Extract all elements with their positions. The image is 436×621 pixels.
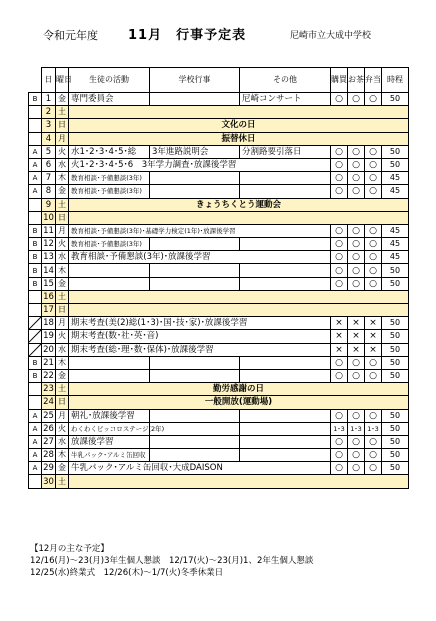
day-cell: 1 [42, 93, 56, 106]
weekday-cell: 木 [56, 356, 69, 369]
holiday-cell: きょうちくとう運動会 [69, 198, 409, 211]
weekday-cell: 水 [56, 158, 69, 171]
bento-cell: ○ [365, 145, 382, 158]
school-event-cell [150, 435, 240, 448]
day-cell: 14 [43, 265, 54, 276]
school-event-cell [150, 238, 240, 251]
slash-mark [29, 344, 41, 356]
kobai-cell: ○ [331, 356, 348, 369]
other-cell: 分割路要引落日 [240, 145, 331, 158]
kobai-cell: ○ [331, 462, 348, 475]
ab-week-cell [29, 106, 42, 119]
ab-week-cell [29, 330, 42, 343]
bento-cell: ○ [365, 93, 382, 106]
col-day: 日 [42, 68, 56, 93]
kobai-cell: ○ [331, 158, 348, 171]
bento-cell: ○ [365, 369, 382, 382]
day-cell: 4 [42, 132, 56, 145]
schedule-table [28, 67, 409, 489]
ab-week-cell: A [29, 462, 42, 475]
weekday-cell: 火 [56, 422, 69, 435]
day-cell: 25 [43, 410, 54, 421]
bento-cell: ○ [365, 409, 382, 422]
table-row [29, 132, 409, 145]
jitei-cell: 45 [382, 185, 409, 198]
bento-cell: ○ [365, 264, 382, 277]
table-row [29, 304, 409, 317]
day-cell: 21 [43, 357, 54, 368]
era-label: 令和元年度 [43, 29, 98, 42]
ocha-cell: ○ [348, 172, 365, 185]
weekday-cell: 土 [56, 106, 69, 119]
holiday-cell: 振替休日 [69, 132, 409, 145]
student-activity-cell: わくわくピッコロステージ(2年) [69, 422, 150, 435]
table-body [29, 93, 409, 489]
school-event-cell [150, 369, 240, 382]
ab-week-cell: B [29, 356, 42, 369]
ab-week-cell [29, 396, 42, 409]
ocha-cell: ○ [348, 409, 365, 422]
student-activity-cell: 教育相談･予備懇談(3年) [69, 238, 150, 251]
school-event-cell [150, 449, 240, 462]
school-name: 尼崎市立大成中学校 [290, 31, 372, 41]
table-row [29, 172, 409, 185]
day-cell: 24 [43, 397, 54, 408]
ab-week-cell [29, 317, 42, 330]
footer-notes [30, 543, 313, 579]
school-event-cell [150, 172, 240, 185]
holiday-cell [69, 304, 409, 317]
bento-cell: × [365, 330, 382, 343]
table-row [29, 251, 409, 264]
footer-heading: 【12月の主な予定】 [30, 544, 109, 554]
jitei-cell: 50 [382, 449, 409, 462]
bento-cell: × [365, 317, 382, 330]
other-cell [240, 369, 331, 382]
other-cell [240, 172, 331, 185]
day-cell: 9 [42, 198, 56, 211]
day-cell: 30 [43, 476, 54, 487]
ab-week-cell: A [29, 435, 42, 448]
day-cell: 16 [43, 291, 54, 302]
ab-week-cell: A [29, 409, 42, 422]
kobai-cell: × [331, 343, 348, 356]
weekday-cell: 金 [56, 93, 69, 106]
ocha-cell: × [348, 343, 365, 356]
other-cell [240, 277, 331, 290]
page-title: 11月 行事予定表 [128, 28, 247, 43]
day-cell: 20 [43, 344, 54, 355]
student-activity-cell: 期末考査(総･理･数･保体)･放課後学習 [69, 343, 331, 356]
weekday-cell: 木 [56, 172, 69, 185]
weekday-cell: 月 [56, 409, 69, 422]
weekday-cell: 木 [56, 449, 69, 462]
day-cell: 10 [43, 212, 54, 223]
ab-week-cell: B [29, 251, 42, 264]
ocha-cell: × [348, 330, 365, 343]
other-cell [240, 185, 331, 198]
ocha-cell: ○ [348, 158, 365, 171]
kobai-cell: ○ [331, 224, 348, 237]
table-row [29, 369, 409, 382]
school-event-cell [150, 409, 240, 422]
weekday-cell: 土 [56, 290, 69, 303]
table-row [29, 343, 409, 356]
weekday-cell: 火 [56, 238, 69, 251]
jitei-cell: 50 [382, 462, 409, 475]
table-row [29, 449, 409, 462]
table-row [29, 93, 409, 106]
bento-cell: ○ [365, 449, 382, 462]
student-activity-cell: 火1･2･3･4･5･6 3年学力調査･放課後学習 [69, 158, 331, 171]
ocha-cell: ○ [348, 449, 365, 462]
weekday-cell: 木 [56, 264, 69, 277]
bento-cell: ○ [365, 158, 382, 171]
ocha-cell: × [348, 317, 365, 330]
jitei-cell: 45 [382, 238, 409, 251]
table-row [29, 396, 409, 409]
col-kobai: 購買 [331, 68, 348, 93]
ab-week-cell: A [29, 422, 42, 435]
ab-week-cell: B [29, 238, 42, 251]
day-cell: 15 [43, 278, 54, 289]
student-activity-cell: 牛乳パック･アルミ缶回収･大成DAISON [69, 462, 331, 475]
weekday-cell: 水 [56, 343, 69, 356]
ocha-cell: ○ [348, 185, 365, 198]
kobai-cell: 1･3 [331, 422, 348, 435]
holiday-cell [69, 290, 409, 303]
ab-week-cell [29, 198, 42, 211]
ocha-cell: ○ [348, 435, 365, 448]
other-cell [240, 238, 331, 251]
other-cell [240, 422, 331, 435]
jitei-cell: 50 [382, 369, 409, 382]
other-cell [240, 409, 331, 422]
ocha-cell: ○ [348, 369, 365, 382]
day-cell: 6 [42, 158, 56, 171]
table-row [29, 422, 409, 435]
table-row [29, 462, 409, 475]
student-activity-cell: 期末考査(美(2)総(1･3)･国･技･家)･放課後学習 [69, 317, 331, 330]
jitei-cell: 50 [382, 435, 409, 448]
weekday-cell: 金 [56, 462, 69, 475]
ab-week-cell: A [29, 185, 42, 198]
ab-week-cell: A [29, 449, 42, 462]
jitei-cell: 45 [382, 172, 409, 185]
weekday-cell: 金 [56, 185, 69, 198]
ab-week-cell: B [29, 264, 42, 277]
day-cell: 28 [43, 450, 54, 461]
footer-line: 12/25(水)終業式 12/26(木)～1/7(火)冬季休業日 [30, 568, 224, 578]
holiday-cell [69, 211, 409, 224]
school-event-cell [150, 277, 240, 290]
kobai-cell: ○ [331, 172, 348, 185]
col-jitei: 時程 [382, 68, 409, 93]
holiday-cell: 一般開放(運動場) [69, 396, 409, 409]
kobai-cell: ○ [331, 264, 348, 277]
student-activity-cell [69, 277, 150, 290]
ab-week-cell: B [29, 369, 42, 382]
weekday-cell: 火 [56, 330, 69, 343]
student-activity-cell [69, 356, 150, 369]
jitei-cell: 50 [382, 277, 409, 290]
day-cell: 8 [42, 185, 56, 198]
table-row [29, 158, 409, 171]
table-row [29, 475, 409, 488]
school-event-cell [150, 93, 240, 106]
table-row [29, 435, 409, 448]
table-row [29, 317, 409, 330]
jitei-cell: 50 [382, 145, 409, 158]
table-row [29, 145, 409, 158]
ab-week-cell: B [29, 93, 42, 106]
table-row [29, 409, 409, 422]
col-other: その他 [240, 68, 331, 93]
kobai-cell: ○ [331, 238, 348, 251]
day-cell: 5 [42, 145, 56, 158]
holiday-cell: 文化の日 [69, 119, 409, 132]
day-cell: 13 [43, 252, 54, 263]
col-bento: 弁当 [365, 68, 382, 93]
student-activity-cell: 専門委員会 [69, 93, 150, 106]
weekday-cell: 土 [56, 475, 69, 488]
student-activity-cell: 教育相談･予備懇談(3年) [69, 185, 150, 198]
jitei-cell: 50 [382, 93, 409, 106]
school-event-cell [150, 264, 240, 277]
ocha-cell: ○ [348, 145, 365, 158]
jitei-cell: 50 [382, 158, 409, 171]
day-cell: 11 [43, 225, 54, 236]
bento-cell: ○ [365, 172, 382, 185]
ab-week-cell [29, 304, 42, 317]
kobai-cell: ○ [331, 369, 348, 382]
day-cell: 19 [43, 331, 54, 342]
day-cell: 3 [42, 119, 56, 132]
slash-mark [29, 330, 41, 342]
ab-week-cell [29, 119, 42, 132]
jitei-cell: 50 [382, 356, 409, 369]
table-row [29, 356, 409, 369]
student-activity-cell: 牛乳パック･アルミ缶回収 [69, 449, 150, 462]
table-row [29, 198, 409, 211]
table-row [29, 106, 409, 119]
student-activity-cell: 朝礼･放課後学習 [69, 409, 150, 422]
kobai-cell: ○ [331, 277, 348, 290]
ab-week-cell: A [29, 158, 42, 171]
ocha-cell: ○ [348, 238, 365, 251]
table-row [29, 264, 409, 277]
ocha-cell: ○ [348, 93, 365, 106]
bento-cell: ○ [365, 277, 382, 290]
table-row [29, 119, 409, 132]
ocha-cell: ○ [348, 251, 365, 264]
ab-week-cell [29, 132, 42, 145]
bento-cell: ○ [365, 462, 382, 475]
other-cell: 尼崎コンサート [240, 93, 331, 106]
weekday-cell: 日 [56, 396, 69, 409]
kobai-cell: × [331, 330, 348, 343]
kobai-cell: × [331, 317, 348, 330]
ab-week-cell [29, 383, 42, 396]
school-event-cell: 3年進路説明会 [150, 145, 240, 158]
table-row [29, 238, 409, 251]
jitei-cell: 45 [382, 224, 409, 237]
jitei-cell: 50 [382, 409, 409, 422]
table-row [29, 330, 409, 343]
bento-cell: ○ [365, 185, 382, 198]
weekday-cell: 水 [56, 251, 69, 264]
day-cell: 17 [43, 305, 54, 316]
ab-week-cell [29, 343, 42, 356]
bento-cell: ○ [365, 224, 382, 237]
weekday-cell: 金 [56, 277, 69, 290]
jitei-cell: 50 [382, 422, 409, 435]
student-activity-cell [69, 264, 150, 277]
holiday-cell: 勤労感謝の日 [69, 383, 409, 396]
weekday-cell: 日 [56, 119, 69, 132]
kobai-cell: ○ [331, 435, 348, 448]
table-row [29, 383, 409, 396]
table-row [29, 211, 409, 224]
bento-cell: 1･3 [365, 422, 382, 435]
ocha-cell: ○ [348, 224, 365, 237]
day-cell: 7 [42, 172, 56, 185]
col-ocha: お茶 [348, 68, 365, 93]
page-header [30, 24, 410, 42]
kobai-cell: ○ [331, 145, 348, 158]
jitei-cell: 50 [382, 330, 409, 343]
kobai-cell: ○ [331, 185, 348, 198]
col-dow: 曜日 [56, 68, 69, 93]
ocha-cell: ○ [348, 356, 365, 369]
bento-cell: × [365, 343, 382, 356]
kobai-cell: ○ [331, 409, 348, 422]
ocha-cell: ○ [348, 462, 365, 475]
bento-cell: ○ [365, 435, 382, 448]
kobai-cell: ○ [331, 251, 348, 264]
ab-week-cell [29, 290, 42, 303]
school-event-cell [150, 356, 240, 369]
day-cell: 12 [43, 239, 54, 250]
jitei-cell: 50 [382, 317, 409, 330]
weekday-cell: 日 [56, 304, 69, 317]
jitei-cell: 50 [382, 264, 409, 277]
student-activity-cell: 水1･2･3･4･5･総 [69, 145, 150, 158]
slash-mark [29, 317, 41, 329]
student-activity-cell: 教育相談･予備懇談(3年)･基礎学力検定(1年)･放課後学習 [69, 224, 331, 237]
weekday-cell: 日 [56, 211, 69, 224]
table-row [29, 185, 409, 198]
kobai-cell: ○ [331, 449, 348, 462]
day-cell: 18 [43, 318, 54, 329]
ab-week-cell: B [29, 277, 42, 290]
table-row [29, 224, 409, 237]
ocha-cell: ○ [348, 277, 365, 290]
holiday-cell [69, 106, 409, 119]
school-event-cell [150, 185, 240, 198]
ab-week-cell: B [29, 224, 42, 237]
weekday-cell: 金 [56, 369, 69, 382]
bento-cell: ○ [365, 238, 382, 251]
day-cell: 29 [43, 463, 54, 474]
weekday-cell: 土 [56, 198, 69, 211]
kobai-cell: ○ [331, 93, 348, 106]
other-cell [240, 435, 331, 448]
weekday-cell: 火 [56, 145, 69, 158]
day-cell: 22 [43, 371, 54, 382]
weekday-cell: 水 [56, 435, 69, 448]
ab-week-cell: A [29, 145, 42, 158]
other-cell [240, 449, 331, 462]
jitei-cell: 45 [382, 251, 409, 264]
col-student: 生徒の活動 [69, 68, 150, 93]
other-cell [240, 264, 331, 277]
other-cell [240, 356, 331, 369]
table-header-row [29, 68, 409, 93]
student-activity-cell: 放課後学習 [69, 435, 150, 448]
weekday-cell: 月 [56, 224, 69, 237]
ab-week-cell: A [29, 172, 42, 185]
student-activity-cell: 教育相談･予備懇談(3年)･放課後学習 [69, 251, 331, 264]
student-activity-cell: 期末考査(数･社･英･音) [69, 330, 331, 343]
holiday-cell [69, 475, 409, 488]
col-event: 学校行事 [150, 68, 240, 93]
day-cell: 26 [43, 423, 54, 434]
bento-cell: ○ [365, 356, 382, 369]
ocha-cell: ○ [348, 264, 365, 277]
student-activity-cell: 教育相談･予備懇談(3年) [69, 172, 150, 185]
table-row [29, 277, 409, 290]
ab-week-cell [29, 211, 42, 224]
table-row [29, 290, 409, 303]
day-cell: 27 [43, 436, 54, 447]
ab-week-cell [29, 475, 42, 488]
student-activity-cell [69, 369, 150, 382]
bento-cell: ○ [365, 251, 382, 264]
weekday-cell: 月 [56, 317, 69, 330]
weekday-cell: 月 [56, 132, 69, 145]
footer-line: 12/16(月)～23(月)3年生個人懇談 12/17(火)～23(月)1、2年生個人懇談 [30, 556, 314, 566]
ocha-cell: 1･3 [348, 422, 365, 435]
day-cell: 2 [42, 106, 56, 119]
jitei-cell: 50 [382, 343, 409, 356]
weekday-cell: 土 [56, 383, 69, 396]
day-cell: 23 [43, 384, 54, 395]
